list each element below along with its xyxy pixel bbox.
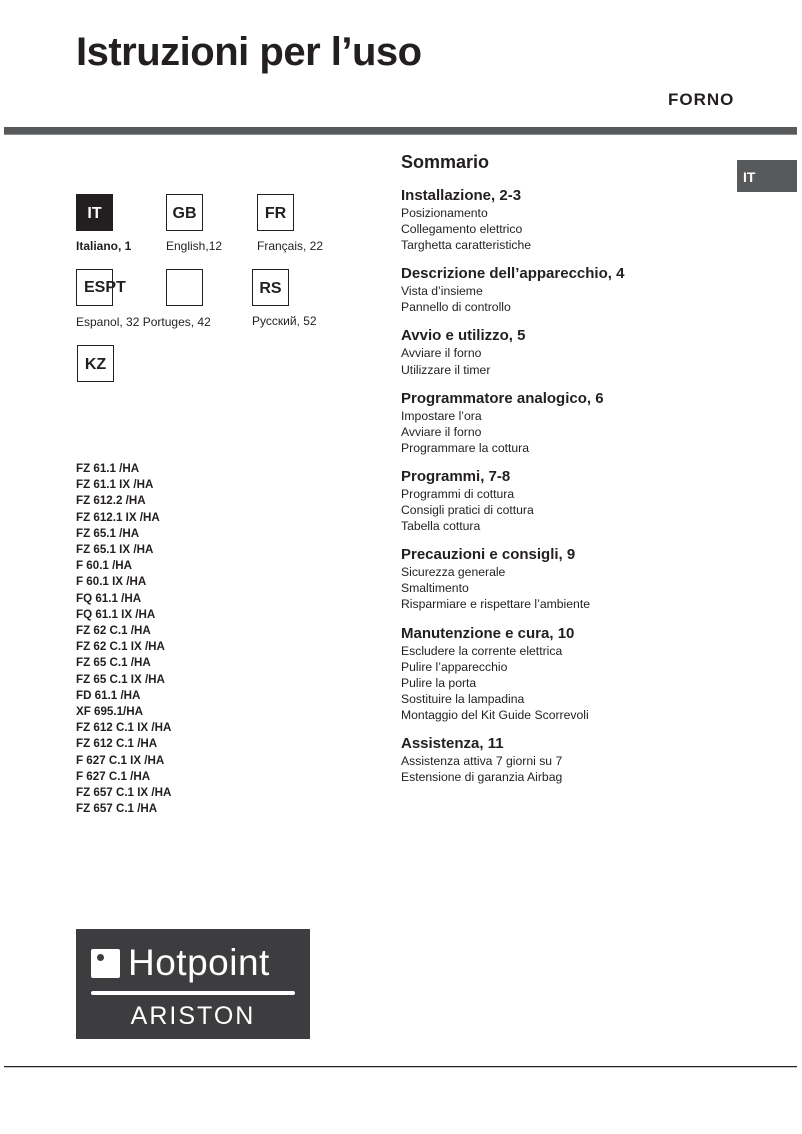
toc-item[interactable]: Smaltimento bbox=[401, 581, 469, 596]
toc-item[interactable]: Estensione di garanzia Airbag bbox=[401, 770, 563, 785]
lang-label-fr: Français, 22 bbox=[257, 239, 324, 253]
toc-item[interactable]: Tabella cottura bbox=[401, 519, 481, 534]
toc-item[interactable]: Pannello di controllo bbox=[401, 300, 511, 315]
model-item: XF 695.1/HA bbox=[76, 705, 144, 719]
toc-section-title[interactable]: Avvio e utilizzo, 5 bbox=[401, 327, 526, 345]
logo-brand: Hotpoint bbox=[128, 942, 270, 983]
toc-item[interactable]: Posizionamento bbox=[401, 206, 488, 220]
toc-item[interactable]: Collegamento elettrico bbox=[401, 222, 523, 237]
model-item: F 60.1 IX /HA bbox=[76, 575, 147, 589]
language-tab-it[interactable]: IT bbox=[737, 160, 797, 192]
toc-heading: Sommario bbox=[401, 152, 490, 172]
lang-box-fr[interactable]: FR bbox=[257, 194, 294, 231]
toc-section bbox=[401, 735, 624, 785]
toc-item[interactable]: Utilizzare il timer bbox=[401, 362, 491, 377]
model-item: F 627 C.1 /HA bbox=[76, 769, 151, 783]
toc-section-title[interactable]: Manutenzione e cura, 10 bbox=[401, 624, 575, 642]
toc-item[interactable]: Sostituire la lampadina bbox=[401, 691, 525, 706]
lang-label-rs: Русский, 52 bbox=[252, 314, 317, 328]
model-item: FZ 61.1 IX /HA bbox=[76, 478, 154, 492]
model-item: FQ 61.1 IX /HA bbox=[76, 607, 156, 621]
model-item: FZ 612 C.1 /HA bbox=[76, 737, 158, 751]
model-item: FZ 612.2 /HA bbox=[76, 494, 146, 508]
logo-sub: ARISTON bbox=[130, 1002, 256, 1030]
toc-item[interactable]: Risparmiare e rispettare l’ambiente bbox=[401, 597, 590, 612]
lang-label-it: Italiano, 1 bbox=[76, 239, 132, 253]
toc-item[interactable]: Pulire l’apparecchio bbox=[401, 659, 508, 674]
toc-section-title[interactable]: Assistenza, 11 bbox=[401, 734, 504, 752]
toc-item[interactable]: Escludere la corrente elettrica bbox=[401, 643, 563, 658]
model-item: FZ 612.1 IX /HA bbox=[76, 510, 160, 524]
model-item: F 60.1 /HA bbox=[76, 559, 133, 573]
model-item: FZ 65 C.1 /HA bbox=[76, 656, 151, 670]
model-item: FZ 65 C.1 IX /HA bbox=[76, 672, 165, 686]
model-item: F 627 C.1 IX /HA bbox=[76, 753, 165, 767]
logo-mark-icon bbox=[91, 949, 120, 978]
toc-section-title[interactable]: Programmatore analogico, 6 bbox=[401, 389, 604, 407]
toc-section bbox=[401, 265, 624, 315]
toc-item[interactable]: Impostare l’ora bbox=[401, 408, 482, 423]
toc-section bbox=[401, 468, 624, 534]
product-type: FORNO bbox=[668, 90, 735, 109]
toc-section-title[interactable]: Precauzioni e consigli, 9 bbox=[401, 546, 576, 564]
toc-item[interactable]: Programmare la cottura bbox=[401, 440, 530, 455]
toc-section-title[interactable]: Descrizione dell’apparecchio, 4 bbox=[401, 265, 625, 283]
logo-divider bbox=[91, 991, 295, 995]
toc-section-title[interactable]: Installazione, 2-3 bbox=[401, 187, 522, 204]
toc-section bbox=[401, 390, 624, 456]
model-item: FZ 657 C.1 IX /HA bbox=[76, 786, 172, 800]
toc-item[interactable]: Sicurezza generale bbox=[401, 565, 506, 580]
lang-box-gb[interactable]: GB bbox=[166, 194, 203, 231]
toc-section bbox=[401, 187, 624, 253]
toc-item[interactable]: Programmi di cottura bbox=[401, 486, 515, 501]
toc-item[interactable]: Vista d’insieme bbox=[401, 284, 483, 299]
model-item: FZ 657 C.1 /HA bbox=[76, 802, 158, 816]
lang-box-pt[interactable] bbox=[166, 269, 203, 306]
model-item: FZ 62 C.1 IX /HA bbox=[76, 640, 165, 654]
toc-section bbox=[401, 327, 624, 377]
header-divider bbox=[4, 127, 797, 135]
toc-item[interactable]: Pulire la porta bbox=[401, 675, 477, 690]
lang-label-es-pt: Espanol, 32 Portuges, 42 bbox=[76, 315, 211, 329]
toc-section bbox=[401, 625, 624, 723]
lang-box-kz[interactable]: KZ bbox=[77, 345, 114, 382]
lang-code-espt: ESPT bbox=[84, 279, 126, 296]
toc-section-title[interactable]: Programmi, 7-8 bbox=[401, 467, 511, 485]
model-item: FZ 65.1 /HA bbox=[76, 526, 140, 540]
toc-item[interactable]: Consigli pratici di cottura bbox=[401, 503, 534, 518]
document-title: Istruzioni per l’uso bbox=[76, 30, 422, 74]
toc-item[interactable]: Avviare il forno bbox=[401, 424, 482, 439]
model-item: FZ 61.1 /HA bbox=[76, 462, 140, 475]
model-item: FZ 612 C.1 IX /HA bbox=[76, 721, 172, 735]
toc-item[interactable]: Avviare il forno bbox=[401, 346, 482, 361]
toc-item[interactable]: Assistenza attiva 7 giorni su 7 bbox=[401, 753, 563, 768]
toc-item[interactable]: Montaggio del Kit Guide Scorrevoli bbox=[401, 707, 589, 722]
model-item: FZ 62 C.1 /HA bbox=[76, 624, 151, 638]
model-item: FZ 65.1 IX /HA bbox=[76, 543, 154, 557]
model-item: FQ 61.1 /HA bbox=[76, 591, 142, 605]
lang-box-rs[interactable]: RS bbox=[252, 269, 289, 306]
toc-item[interactable]: Targhetta caratteristiche bbox=[401, 238, 532, 253]
toc-section bbox=[401, 546, 624, 612]
table-of-contents bbox=[401, 150, 624, 797]
model-item: FD 61.1 /HA bbox=[76, 688, 141, 702]
hotpoint-ariston-logo bbox=[76, 929, 310, 1039]
lang-box-it[interactable]: IT bbox=[76, 194, 113, 231]
model-list bbox=[76, 461, 171, 817]
footer-divider bbox=[4, 1066, 797, 1068]
toc-sections bbox=[401, 187, 624, 785]
lang-label-gb: English,12 bbox=[166, 239, 223, 253]
